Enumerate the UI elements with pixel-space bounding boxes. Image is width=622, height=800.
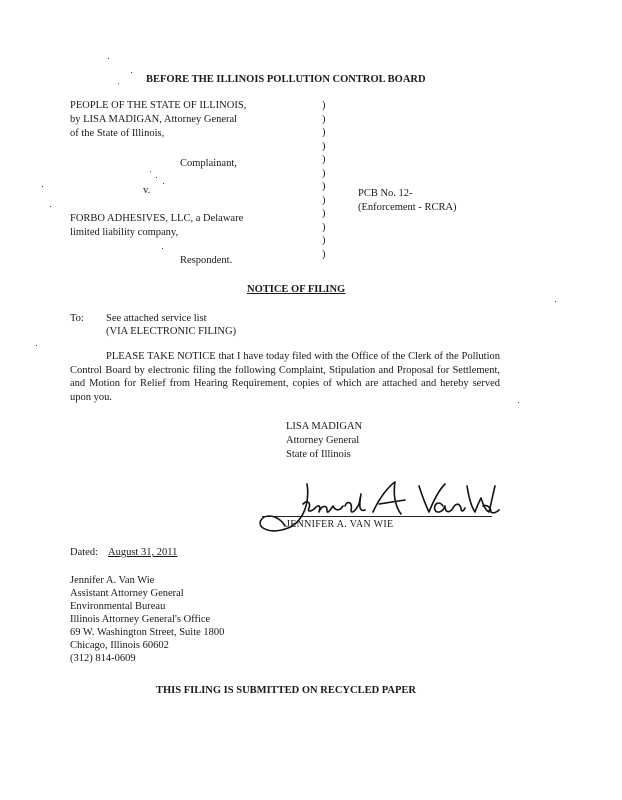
signature-printed-name: JENNIFER A. VAN WIE — [286, 519, 394, 530]
to-label: To: — [70, 313, 84, 324]
recycled-paper-notice: THIS FILING IS SUBMITTED ON RECYCLED PAPER — [156, 685, 417, 696]
scan-speck — [50, 206, 51, 207]
scan-speck — [42, 186, 43, 187]
caption-paren: ) — [322, 140, 326, 152]
caption-paren: ) — [322, 181, 326, 192]
dated-label: Dated: — [70, 547, 98, 558]
scan-speck — [163, 183, 164, 184]
plaintiff-line: by LISA MADIGAN, Attorney General — [70, 114, 238, 125]
respondent-label: Respondent. — [180, 255, 233, 266]
contact-line: Jennifer A. Van Wie — [70, 575, 155, 586]
scan-speck — [108, 58, 109, 59]
scan-speck — [131, 72, 132, 73]
to-line: (VIA ELECTRONIC FILING) — [106, 326, 237, 337]
scan-speck — [36, 345, 37, 346]
versus-label: v. — [143, 185, 151, 196]
case-number: PCB No. 12- — [358, 188, 413, 199]
defendant-line: FORBO ADHESIVES, LLC, a Delaware — [70, 213, 244, 224]
contact-line: Assistant Attorney General — [70, 588, 184, 599]
signature-line — [262, 516, 492, 517]
caption-paren: ) — [322, 235, 326, 246]
caption-paren: ) — [322, 248, 326, 260]
scan-speck — [555, 301, 556, 302]
caption-paren: ) — [322, 208, 326, 219]
contact-line: (312) 814-0609 — [70, 653, 136, 664]
notice-body — [70, 350, 500, 404]
case-type: (Enforcement - RCRA) — [358, 202, 457, 213]
caption-paren: ) — [322, 194, 326, 206]
plaintiff-line: of the State of Illinois, — [70, 128, 165, 139]
contact-line: Chicago, Illinois 60602 — [70, 640, 169, 651]
caption-paren: ) — [322, 113, 326, 125]
complainant-label: Complainant, — [180, 158, 237, 169]
scan-speck — [118, 83, 119, 84]
signatory-line: State of Illinois — [286, 449, 351, 460]
signatory-line: LISA MADIGAN — [286, 421, 363, 432]
caption-paren: ) — [322, 154, 326, 165]
scan-speck — [162, 248, 163, 249]
caption-paren: ) — [322, 221, 326, 233]
notice-title: NOTICE OF FILING — [247, 284, 346, 295]
contact-line: Illinois Attorney General's Office — [70, 614, 211, 625]
caption-parenthesis-column — [322, 99, 332, 261]
contact-line: 69 W. Washington Street, Suite 1800 — [70, 627, 225, 638]
defendant-line: limited liability company, — [70, 227, 179, 238]
dated-date: August 31, 2011 — [108, 547, 178, 558]
caption-paren: ) — [322, 100, 326, 111]
to-line: See attached service list — [106, 313, 207, 324]
court-title: BEFORE THE ILLINOIS POLLUTION CONTROL BOARD — [146, 74, 426, 85]
plaintiff-line: PEOPLE OF THE STATE OF ILLINOIS, — [70, 100, 247, 111]
signatory-line: Attorney General — [286, 435, 360, 446]
notice-body-text: PLEASE TAKE NOTICE that I have today filed with the Office of the Clerk of the Pollution Control Board by electronic filing the following Complaint, Stipulation and Proposal for Settlement, and Motion for Relief from Hearing Requirement, copies of which are attached and hereby served upon you. — [70, 351, 500, 403]
contact-line: Environmental Bureau — [70, 601, 166, 612]
scan-speck — [150, 171, 151, 172]
scan-speck — [156, 177, 157, 178]
scan-speck — [518, 402, 519, 403]
caption-paren: ) — [322, 167, 326, 179]
caption-paren: ) — [322, 127, 326, 138]
